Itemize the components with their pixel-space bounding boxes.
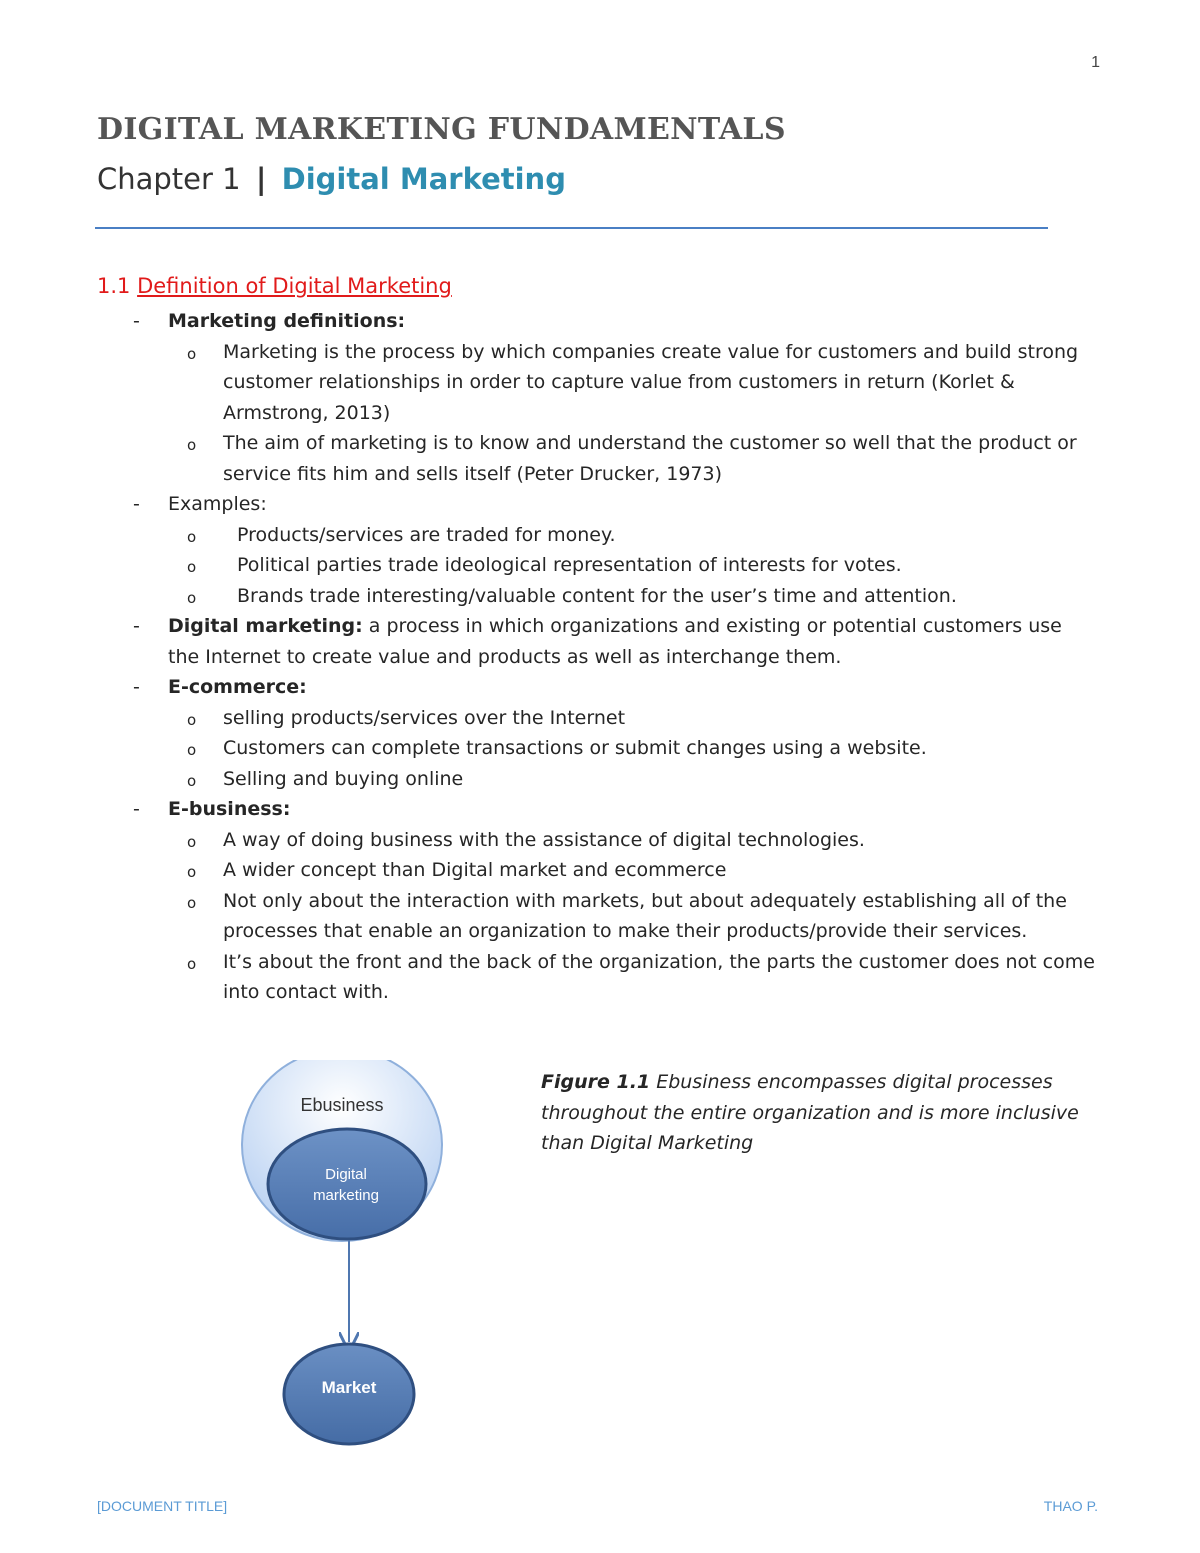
list-text: Customers can complete transactions or submit changes using a website. xyxy=(223,737,927,759)
list-item xyxy=(0,306,1200,337)
chapter-heading xyxy=(97,162,566,196)
circle-bullet: o xyxy=(187,771,197,790)
circle-bullet: o xyxy=(187,710,197,729)
market-label: Market xyxy=(321,1378,377,1397)
ebusiness-label: Ebusiness xyxy=(300,1095,384,1115)
figure-caption xyxy=(541,1067,1101,1159)
list-item xyxy=(0,764,1200,795)
digital-marketing-circle xyxy=(268,1129,426,1239)
list-text: Political parties trade ideological representation of interests for votes. xyxy=(237,554,902,576)
dash-bullet: - xyxy=(133,493,140,515)
chapter-separator: | xyxy=(255,162,267,196)
circle-bullet: o xyxy=(187,527,197,546)
list-label: E-commerce: xyxy=(168,676,307,698)
body-content xyxy=(0,306,1200,1008)
ebusiness-diagram xyxy=(238,1060,448,1460)
circle-bullet: o xyxy=(187,832,197,851)
list-item xyxy=(0,337,1200,429)
list-text: Not only about the interaction with markets, but about adequately establishing all of the processes that enable an organization to make their products/provide their services. xyxy=(223,889,1067,942)
circle-bullet: o xyxy=(187,436,197,454)
circle-bullet: o xyxy=(187,863,197,881)
list-text: Marketing is the process by which companies create value for customers and build strong customer relationships in order to capture value from customers in return (Korlet & Armstrong, 2013) xyxy=(223,340,1079,424)
list-label: Digital marketing: xyxy=(168,615,363,637)
list-item xyxy=(0,947,1200,1008)
list-item xyxy=(0,520,1200,551)
dash-bullet: - xyxy=(133,310,140,332)
circle-bullet: o xyxy=(187,954,197,973)
list-item xyxy=(0,489,1200,520)
list-text: It’s about the front and the back of the organization, the parts the customer does not come into contact with. xyxy=(223,950,1095,1003)
list-text: A wider concept than Digital market and ecommerce xyxy=(223,859,727,881)
dash-bullet: - xyxy=(133,676,140,698)
footer-document-title: [DOCUMENT TITLE] xyxy=(97,1498,228,1514)
document-title: DIGITAL MARKETING FUNDAMENTALS xyxy=(97,112,786,147)
figure-caption-label: Figure 1.1 xyxy=(541,1071,651,1093)
list-text: Brands trade interesting/valuable content for the user’s time and attention. xyxy=(237,584,957,607)
list-item xyxy=(0,672,1200,703)
circle-bullet: o xyxy=(187,588,197,607)
list-item xyxy=(0,428,1200,489)
list-text: a process in which organizations and existing or potential customers use the Internet to create value and products as well as interchange them. xyxy=(168,615,1062,668)
section-heading xyxy=(97,274,452,298)
circle-bullet: o xyxy=(187,558,197,576)
chapter-label: Chapter 1 xyxy=(97,162,241,196)
dash-bullet: - xyxy=(133,798,140,820)
list-text: selling products/services over the Internet xyxy=(223,706,626,729)
list-text: Products/services are traded for money. xyxy=(237,523,616,546)
list-item xyxy=(0,733,1200,764)
digital-label: Digital xyxy=(325,1166,367,1183)
list-item xyxy=(0,581,1200,612)
list-item xyxy=(0,703,1200,734)
list-item xyxy=(0,611,1200,672)
figure-caption-text: Ebusiness encompasses digital processes throughout the entire organization and is more inclusive than Digital Marketing xyxy=(541,1071,1079,1154)
circle-bullet: o xyxy=(187,893,197,912)
marketing-label: marketing xyxy=(313,1187,379,1204)
list-text: The aim of marketing is to know and understand the customer so well that the product or service fits him and sells itself (Peter Drucker, 1973) xyxy=(223,432,1077,485)
section-title: Definition of Digital Marketing xyxy=(137,274,452,298)
footer-author: THAO P. xyxy=(1043,1498,1098,1514)
section-number: 1.1 xyxy=(97,274,131,298)
list-text: A way of doing business with the assistance of digital technologies. xyxy=(223,828,865,851)
list-item xyxy=(0,855,1200,886)
page-number: 1 xyxy=(1091,54,1100,71)
dash-bullet: - xyxy=(133,615,140,637)
circle-bullet: o xyxy=(187,741,197,759)
list-label: Marketing definitions: xyxy=(168,310,406,332)
circle-bullet: o xyxy=(187,344,197,363)
chapter-name: Digital Marketing xyxy=(281,162,566,196)
list-label: Examples: xyxy=(168,493,267,515)
list-label: E-business: xyxy=(168,798,291,820)
list-item xyxy=(0,886,1200,947)
list-item xyxy=(0,794,1200,825)
list-text: Selling and buying online xyxy=(223,767,464,790)
header-rule xyxy=(95,227,1048,229)
list-item xyxy=(0,825,1200,856)
list-item xyxy=(0,550,1200,581)
